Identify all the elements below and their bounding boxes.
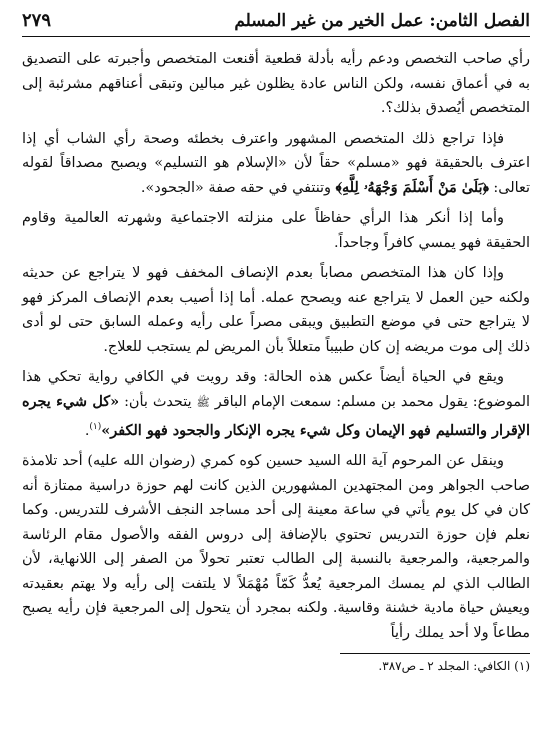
paragraph-text: ويقع في الحياة أيضاً عكس هذه الحالة: وقد رويت في الكافي رواية تحكي هذا الموضوع: يقول محمد بن مسلم: سمعت الإمام الباقر bbox=[22, 369, 530, 410]
paragraph bbox=[22, 127, 530, 201]
paragraph bbox=[22, 365, 530, 443]
hadith-quote: «كل شيء يجره الإقرار والتسليم فهو الإيمان وكل شيء يجره الإنكار والجحود فهو الكفر» bbox=[22, 392, 530, 439]
paragraph: رأي صاحب التخصص ودعم رأيه بأدلة قطعية أقنعت المتخصص وأجبرته على التصديق به في أعماق نفسه، ولكن الناس عادة يظلون غير مبالين وتبقى أعناقهم مشرئبة إلى المتخصص أيُصدق بذلك؟. bbox=[22, 51, 530, 116]
paragraph-text: يتحدث بأن: bbox=[119, 393, 197, 410]
chapter-title: الفصل الثامن: عمل الخير من غير المسلم bbox=[234, 11, 530, 31]
footnote bbox=[22, 658, 530, 674]
footnote-marker: (١) bbox=[514, 659, 530, 674]
footnote-divider bbox=[340, 653, 530, 654]
footnote-ref[interactable]: (١) bbox=[89, 422, 102, 432]
body-text bbox=[22, 47, 530, 645]
running-header bbox=[22, 10, 530, 37]
paragraph-text: وتنتفي في حقه صفة «الجحود». bbox=[140, 179, 336, 196]
salawat-glyph: ﷺ bbox=[196, 395, 210, 409]
paragraph: وأما إذا أنكر هذا الرأي حفاظاً على منزلته الاجتماعية وشهرته العالمية وقاوم الحقيقة فهو يمسي كافراً وجاحداً. bbox=[22, 210, 530, 251]
paragraph-text: . bbox=[84, 422, 90, 439]
quran-verse: ﴿بَلَىٰ مَنْ أَسْلَمَ وَجْهَهُۥ لِلَّهِ﴾ bbox=[335, 178, 489, 196]
paragraph-text: فإذا تراجع ذلك المتخصص المشهور واعترف بخطئه وصحة رأي الشاب أي إذا اعترف بالحقيقة فهو «مسلم» حقاً لأن «الإسلام هو التسليم» ويصبح مصداقاً لقوله تعالى: bbox=[22, 130, 530, 196]
paragraph: وينقل عن المرحوم آية الله السيد حسين كوه كمري (رضوان الله عليه) أحد تلامذة صاحب الجواهر ومن المجتهدين المشهورين الذين كانت لهم حوزة دراسية ممتازة أنه كان في كل يوم يأتي في ساعة معينة إلى أحد مساجد النجف الأشرف للتدريس. وكما نعلم فإن حوزة التدريس تحتوي بالإضافة إلى دروس الفقه والأصول مقام الرئاسة والمرجعية، والمرجعية بالنسبة إلى الطالب تعتبر تحولاً من الصفر إلى اللانهاية، لأن الطالب الذي لم يمسك المرجعية يُعدُّ كَمّاً مُهْمَلاً لا يلتفت إلى رأيه ولا يهتم بعقيدته ويعيش حياة مادية خشنة وقاسية. ولكنه بمجرد أن يتحول إلى المرجعية فإن رأيه يصبح مطاعاً ولا أحد يملك رأياً bbox=[22, 453, 530, 641]
paragraph: وإذا كان هذا المتخصص مصاباً بعدم الإنصاف المخفف فهو لا يتراجع عن حديثه ولكنه حين العمل لا يتراجع عنه ويصحح عمله. أما إذا أصيب بعدم الإنصاف المركز فهو لا يتراجع حتى في موضع التطبيق ويبقى مصراً على رأيه وعمله السابق حتى لو أدى ذلك إلى موت مريضه إن كان طبيباً متعللاً بأن المريض لم يستجب للعلاج. bbox=[22, 265, 530, 355]
footnote-text: الكافي: المجلد ٢ ـ ص٣٨٧. bbox=[378, 659, 511, 674]
page-number: ٢٧٩ bbox=[22, 10, 52, 31]
